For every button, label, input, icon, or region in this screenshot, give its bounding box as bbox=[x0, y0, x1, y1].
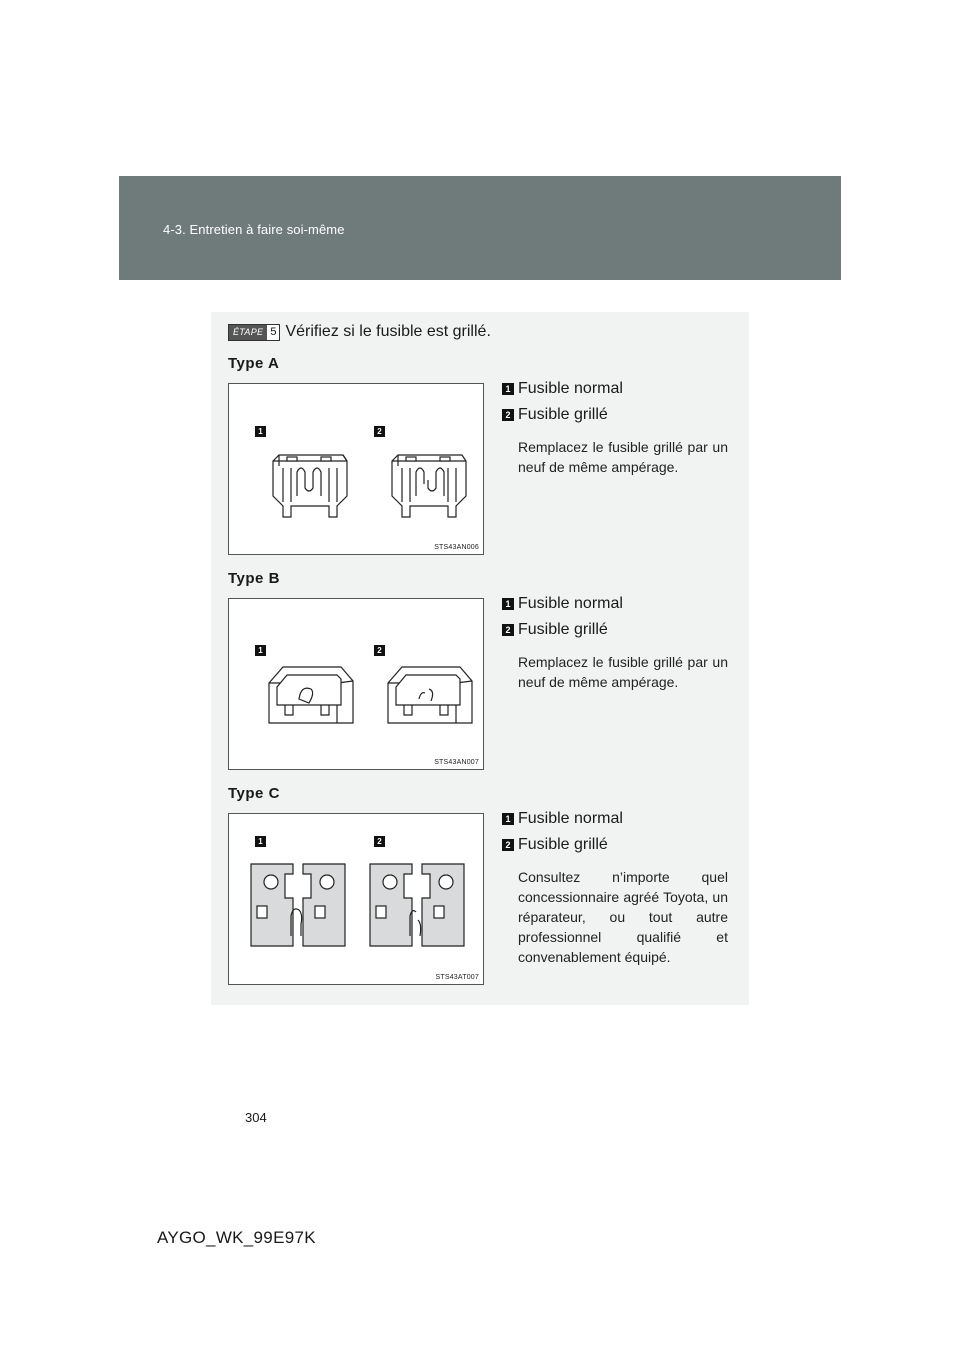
step-badge-label: ÉTAPE bbox=[229, 325, 267, 340]
legend-type-c bbox=[502, 806, 728, 967]
section-title-type-a: Type A bbox=[228, 355, 280, 372]
figure-marker-1: 1 bbox=[255, 836, 266, 847]
figure-type-b bbox=[228, 598, 484, 770]
figure-type-c bbox=[228, 813, 484, 985]
chapter-header bbox=[119, 176, 841, 280]
content-panel bbox=[211, 312, 749, 1005]
legend-item bbox=[502, 832, 728, 858]
figure-code: STS43AN007 bbox=[434, 759, 479, 766]
figure-marker-2: 2 bbox=[374, 836, 385, 847]
legend-label: Fusible grillé bbox=[518, 836, 608, 853]
legend-item bbox=[502, 617, 728, 643]
legend-label: Fusible grillé bbox=[518, 621, 608, 638]
section-title-type-b: Type B bbox=[228, 570, 280, 587]
legend-label: Fusible normal bbox=[518, 380, 623, 397]
legend-number: 2 bbox=[502, 409, 514, 421]
legend-number: 2 bbox=[502, 624, 514, 636]
figure-code: STS43AT007 bbox=[435, 974, 479, 981]
legend-label: Fusible normal bbox=[518, 595, 623, 612]
figure-type-a bbox=[228, 383, 484, 555]
figure-marker-1: 1 bbox=[255, 645, 266, 656]
page-number: 304 bbox=[245, 1110, 267, 1125]
document-code: AYGO_WK_99E97K bbox=[157, 1228, 316, 1247]
figure-marker-1: 1 bbox=[255, 426, 266, 437]
step-text: Vérifiez si le fusible est grillé. bbox=[285, 323, 491, 340]
legend-note: Consultez n’importe quel concessionnaire agréé Toyota, un réparateur, ou tout autre professionnel qualifié et convenablement équipé. bbox=[518, 869, 728, 965]
legend-item bbox=[502, 591, 728, 617]
legend-number: 1 bbox=[502, 383, 514, 395]
legend-number: 2 bbox=[502, 839, 514, 851]
legend-type-a bbox=[502, 376, 728, 477]
figure-marker-2: 2 bbox=[374, 426, 385, 437]
legend-item bbox=[502, 376, 728, 402]
legend-number: 1 bbox=[502, 598, 514, 610]
figure-marker-2: 2 bbox=[374, 645, 385, 656]
strip-fuse-illustration bbox=[229, 814, 485, 986]
cartridge-fuse-illustration bbox=[229, 599, 485, 771]
legend-type-b bbox=[502, 591, 728, 692]
section-title-type-c: Type C bbox=[228, 785, 280, 802]
legend-item bbox=[502, 806, 728, 832]
legend-item bbox=[502, 402, 728, 428]
step-badge bbox=[228, 324, 280, 341]
step-instruction bbox=[228, 321, 491, 343]
legend-note: Remplacez le fusible grillé par un neuf de même ampérage. bbox=[518, 439, 728, 475]
legend-number: 1 bbox=[502, 813, 514, 825]
step-badge-number: 5 bbox=[267, 325, 279, 340]
blade-fuse-illustration bbox=[229, 384, 485, 556]
legend-label: Fusible grillé bbox=[518, 406, 608, 423]
chapter-title: 4-3. Entretien à faire soi-même bbox=[163, 222, 345, 237]
figure-code: STS43AN006 bbox=[434, 544, 479, 551]
legend-note: Remplacez le fusible grillé par un neuf de même ampérage. bbox=[518, 654, 728, 690]
legend-label: Fusible normal bbox=[518, 810, 623, 827]
